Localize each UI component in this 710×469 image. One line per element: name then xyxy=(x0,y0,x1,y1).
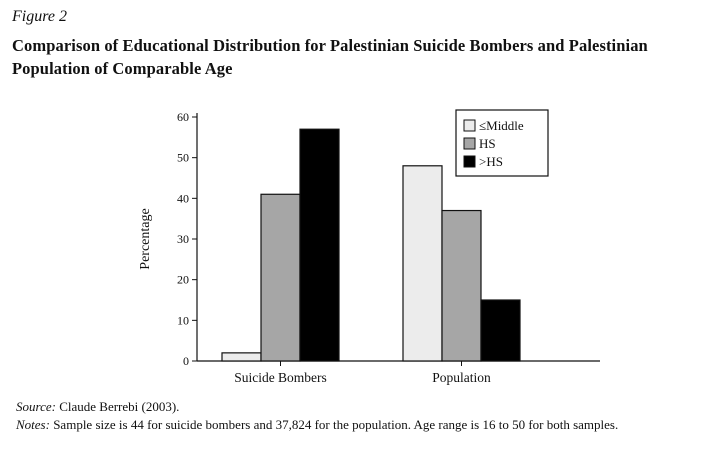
figure-label: Figure 2 xyxy=(12,8,67,25)
source-label: Source: xyxy=(16,399,56,414)
y-axis-label: Percentage xyxy=(138,208,153,270)
y-tick-label: 50 xyxy=(177,150,189,165)
y-tick-label: 60 xyxy=(177,110,189,124)
y-tick-label: 40 xyxy=(177,191,189,206)
y-tick-label: 10 xyxy=(177,313,189,328)
bar-population-1 xyxy=(442,211,481,361)
notes-label: Notes: xyxy=(16,417,50,432)
x-tick-label: Population xyxy=(432,370,491,385)
y-tick-label: 20 xyxy=(177,272,189,287)
legend-label: ≤Middle xyxy=(479,118,524,133)
y-tick-label: 30 xyxy=(177,232,189,246)
bar-suicide-bombers-1 xyxy=(261,194,300,361)
y-tick-label: 0 xyxy=(183,354,189,368)
source-text: Claude Berrebi (2003). xyxy=(59,399,180,414)
bar-population-2 xyxy=(481,300,520,361)
figure-title: Comparison of Educational Distribution for Palestinian Suicide Bombers and Palestinian Population of Comparable Age xyxy=(12,36,648,78)
legend-swatch xyxy=(464,156,475,167)
bar-population-0 xyxy=(403,166,442,361)
x-tick-label: Suicide Bombers xyxy=(234,370,327,385)
notes-text: Sample size is 44 for suicide bombers and 37,824 for the population. Age range is 16 to 50 for both samples. xyxy=(53,417,619,432)
legend-label: HS xyxy=(479,136,496,151)
legend-label: >HS xyxy=(479,154,503,169)
notes-line xyxy=(16,416,686,433)
bar-suicide-bombers-2 xyxy=(300,129,339,361)
legend-swatch xyxy=(464,138,475,149)
legend-swatch xyxy=(464,120,475,131)
bar-suicide-bombers-0 xyxy=(222,353,261,361)
source-line xyxy=(16,398,686,415)
